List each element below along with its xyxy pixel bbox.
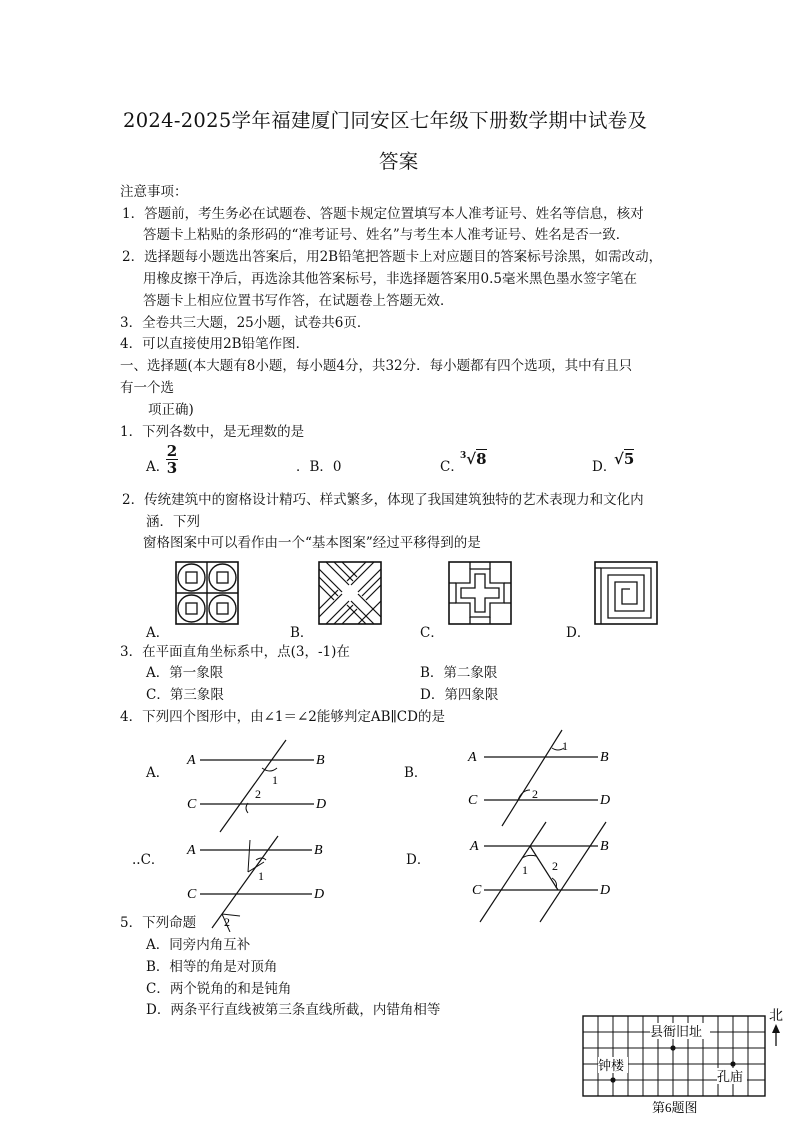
notice-item: 1．答题前，考生务必在试题卷、答题卡规定位置填写本人准考证号、姓名等信息，核对 — [122, 206, 644, 222]
point-label: B — [600, 750, 609, 765]
section-heading-cont2: 项正确) — [148, 402, 194, 418]
north-label: 北 — [769, 1009, 783, 1024]
q5-option-c: C．两个锐角的和是钝角 — [146, 981, 292, 997]
point-label: C — [187, 887, 197, 902]
point-label: C — [468, 793, 478, 808]
q1-option-b: ．B．0 — [296, 459, 342, 475]
map-point-marker — [670, 1045, 675, 1050]
q4-figure-d — [466, 820, 626, 924]
angle-label: 1 — [272, 773, 278, 787]
section-heading-cont: 有一个选 — [120, 380, 174, 396]
notice-item: 2．选择题每小题选出答案后，用2B铅笔把答题卡上对应题目的答案标号涂黑，如需改动， — [122, 249, 663, 265]
q1-option-a-fraction — [166, 444, 178, 475]
q4-figure-b — [466, 728, 626, 828]
q2-figure-d — [594, 561, 658, 625]
map-label-bell-tower: 钟楼 — [598, 1058, 625, 1073]
q4-label-a: A． — [146, 765, 170, 781]
map-point-marker — [610, 1077, 615, 1082]
point-label: A — [187, 843, 196, 858]
angle-label: 2 — [552, 859, 558, 873]
radicand: 5 — [623, 450, 635, 468]
point-label: B — [314, 843, 323, 858]
question-2-stem-cont: 涵．下列 — [146, 514, 200, 530]
notice-item: 答题卡上粘贴的条形码的“准考证号、姓名”与考生本人准考证号、姓名是否一致． — [143, 227, 630, 243]
page-title-line2: 答案 — [379, 150, 419, 173]
q3-option-a: A．第一象限 — [146, 665, 224, 681]
q4-label-b: B． — [404, 765, 428, 781]
question-5-stem: 5．下列命题 — [120, 915, 197, 931]
notice-item: 4．可以直接使用2B铅笔作图． — [120, 336, 310, 352]
map-label-yamen: 县衙旧址 — [650, 1024, 703, 1039]
q5-option-b: B．相等的角是对顶角 — [146, 959, 278, 975]
q4-label-c: ..C． — [132, 852, 165, 868]
q2-figure-b — [318, 561, 382, 625]
q5-option-d: D．两条平行直线被第三条直线所截，内错角相等 — [146, 1002, 441, 1018]
section-heading: 一、选择题(本大题有8小题，每小题4分，共32分．每小题都有四个选项，其中有且只 — [120, 358, 633, 374]
question-1-stem: 1．下列各数中，是无理数的是 — [120, 424, 305, 440]
point-label: C — [187, 797, 197, 812]
root-index: 3 — [460, 451, 467, 461]
q4-figure-a — [182, 738, 342, 834]
map-point-marker — [730, 1061, 735, 1066]
question-2-stem: 2．传统建筑中的窗格设计精巧、样式繁多，体现了我国建筑独特的艺术表现力和文化内 — [122, 492, 644, 508]
q3-option-b: B．第二象限 — [420, 665, 498, 681]
q2-label-d: D． — [566, 625, 591, 641]
q6-grid-map — [580, 1006, 794, 1116]
q2-label-a: A． — [146, 625, 170, 641]
radicand: 8 — [476, 450, 487, 468]
angle-label: 1 — [522, 863, 528, 877]
q3-option-c: C．第三象限 — [146, 687, 224, 703]
notice-heading: 注意事项： — [120, 184, 188, 200]
point-label: B — [600, 839, 609, 854]
notice-item: 答题卡上相应位置书写作答，在试题卷上答题无效． — [143, 293, 454, 309]
map-label-confucius-temple: 孔庙 — [717, 1069, 744, 1084]
q1-option-d-label: D． — [592, 459, 617, 475]
north-arrow-icon — [772, 1024, 780, 1046]
angle-label: 2 — [255, 787, 261, 801]
angle-label: 2 — [224, 915, 230, 929]
notice-item: 3．全卷共三大题，25小题，试卷共6页． — [120, 315, 371, 331]
point-label: D — [600, 793, 611, 808]
point-label: D — [316, 797, 327, 812]
angle-label: 2 — [532, 787, 538, 801]
point-label: B — [316, 753, 325, 768]
question-4-stem: 4．下列四个图形中，由∠1＝∠2能够判定AB∥CD的是 — [120, 709, 445, 725]
fraction-numerator: 2 — [166, 442, 178, 460]
figure-caption: 第6题图 — [652, 1100, 698, 1115]
q1-option-d-sqrt — [614, 450, 634, 468]
point-label: A — [187, 753, 196, 768]
q3-option-d: D．第四象限 — [420, 687, 499, 703]
angle-label: 1 — [258, 869, 264, 883]
q4-label-d: D． — [406, 852, 431, 868]
q1-option-c-cuberoot — [460, 450, 487, 468]
q1-option-c-label: C． — [440, 459, 464, 475]
point-label: D — [600, 883, 611, 898]
q2-label-b: B． — [290, 625, 314, 641]
point-label: A — [468, 750, 477, 765]
q1-option-a-label: A． — [146, 459, 170, 475]
q5-option-a: A．同旁内角互补 — [146, 937, 251, 953]
q2-figure-c — [448, 561, 512, 625]
radical-sign-icon: √ — [466, 450, 477, 468]
q4-figure-c — [182, 832, 342, 932]
point-label: A — [470, 839, 479, 854]
question-3-stem: 3．在平面直角坐标系中，点(3，-1)在 — [120, 644, 350, 660]
notice-item: 用橡皮擦干净后，再选涂其他答案标号，非选择题答案用0.5毫米黑色墨水签字笔在 — [143, 271, 637, 287]
q2-label-c: C． — [420, 625, 444, 641]
page-title: 2024-2025学年福建厦门同安区七年级下册数学期中试卷及 — [123, 109, 648, 132]
point-label: C — [472, 883, 482, 898]
radical-sign-icon: √ — [614, 450, 624, 468]
fraction-denominator: 3 — [166, 459, 178, 477]
point-label: D — [314, 887, 325, 902]
q2-figure-a — [175, 561, 239, 625]
angle-label: 1 — [562, 739, 568, 753]
question-2-stem-cont2: 窗格图案中可以看作由一个“基本图案”经过平移得到的是 — [143, 535, 481, 551]
